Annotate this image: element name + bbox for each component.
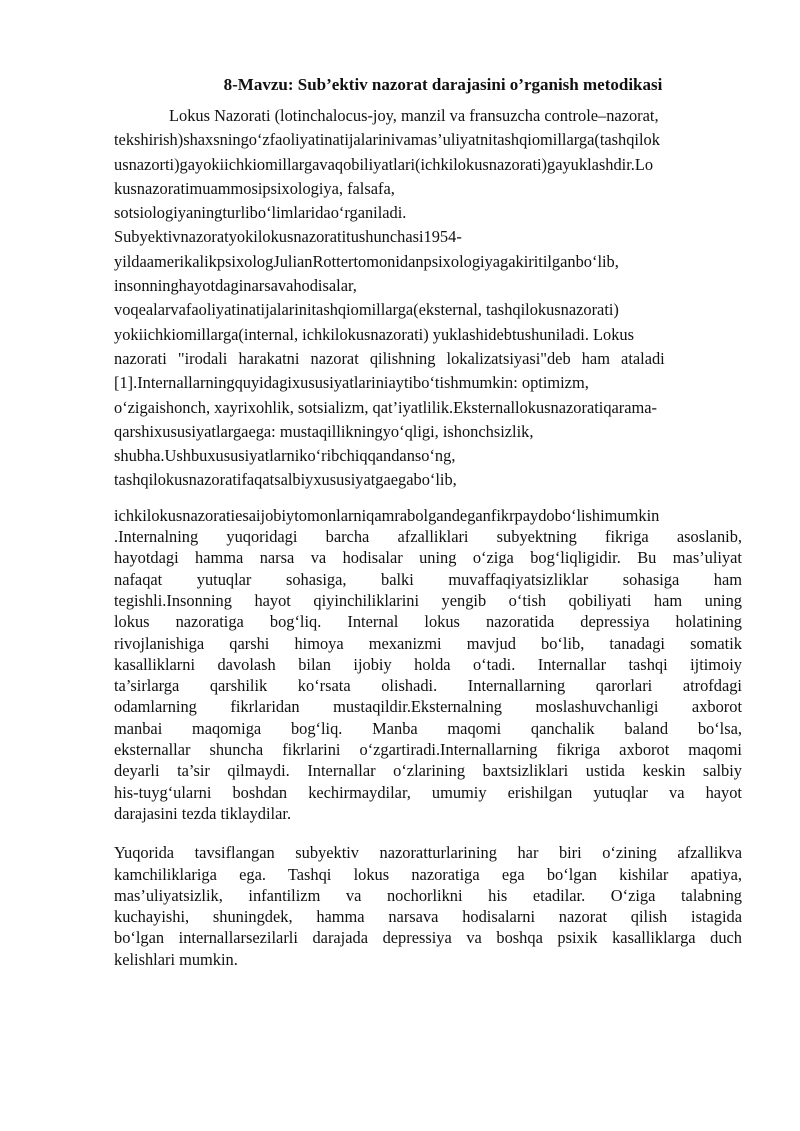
text-line: his-tuyg‘ularni boshdan kechirmaydilar, umumiy erishilgan yutuqlar va hayot — [114, 782, 742, 802]
text-line: kelishlari mumkin. — [114, 949, 238, 969]
text-line: yokiichkiomillarga(internal, ichkilokusnazorati) yuklashidebtushuniladi. Lokus — [114, 324, 634, 344]
document-title: 8-Mavzu: Sub’ektiv nazorat darajasini o’rganish metodikasi — [223, 75, 663, 94]
text-line: manbai maqomiga bog‘liq. Manba maqomi qanchalik baland bo‘lsa, — [114, 718, 742, 738]
text-line: hayotdagi hamma narsa va hodisalar uning o‘ziga bog‘liqligidir. Bu mas’uliyat — [114, 548, 742, 568]
text-line: darajasini tezda tiklaydilar. — [114, 803, 292, 823]
text-line: kamchiliklariga ega. Tashqi lokus nazoratiga ega bo‘lgan kishilar apatiya, — [114, 864, 742, 884]
text-line: rivojlanishiga qarshi himoya mexanizmi mavjud bo‘lib, tanadagi somatik — [114, 633, 742, 653]
document-page — [114, 74, 742, 970]
text-line: o‘zigaishonch, xayrixohlik, sotsializm, qat’iyatlilik.Eksternallokusnazoratiqarama- — [114, 397, 658, 417]
text-line: nafaqat yutuqlar sohasiga, balki muvaffaqiyatsizliklar sohasiga ham — [114, 569, 742, 589]
text-line: mas’uliyatsizlik, infantilizm va nochorlikni his etadilar. O‘ziga talabning — [114, 885, 742, 905]
text-line: voqealarvafaoliyatinatijalarinitashqiomillarga(eksternal, tashqilokusnazorati) — [114, 300, 619, 320]
text-line: [1].Internallarningquyidagixususiyatlariniaytibo‘tishmumkin: optimizm, — [114, 373, 589, 393]
text-line: Lokus Nazorati (lotinchalocus-joy, manzil va fransuzcha controle–nazorat, — [169, 106, 659, 125]
text-line: kuchayishi, shuningdek, hamma narsava hodisalarni nazorat qilish istagida — [114, 907, 742, 927]
text-line: bo‘lgan internallarsezilarli darajada depressiya va boshqa psixik kasalliklarga duch — [114, 928, 742, 948]
paragraph-conclusion — [114, 842, 742, 970]
text-line: tashqilokusnazoratifaqatsalbiyxususiyatgaegabo‘lib, — [114, 470, 457, 490]
text-line: ta’sirlarga qarshilik ko‘rsata olishadi. Internallarning qarorlari atrofdagi — [114, 676, 742, 696]
text-line: shubha.Ushbuxususiyatlarniko‘ribchiqqandanso‘ng, — [114, 446, 456, 466]
paragraph-internal-locus — [114, 505, 742, 824]
text-line: tegishli.Insonning hayot qiyinchiliklarini yengib o‘tish qobiliyati ham uning — [114, 590, 742, 610]
text-line: nazorati "irodali harakatni nazorat qilishning lokalizatsiyasi"deb ham ataladi — [114, 348, 665, 368]
text-line: Yuqorida tavsiflangan subyektiv nazoratturlarining har biri o‘zining afzallikva — [114, 843, 742, 863]
text-line: kasalliklarni davolash bilan ijobiy holda o‘tadi. Internallar tashqi ijtimoiy — [114, 654, 742, 674]
paragraph-lokus-intro — [114, 104, 742, 493]
text-line: ichkilokusnazoratiesaijobiytomonlarniqamrabolgandeganfikrpaydobo‘lishimumkin — [114, 505, 660, 525]
text-line: insonninghayotdaginarsavahodisalar, — [114, 276, 357, 296]
text-line: odamlarning fikrlaridan mustaqildir.Eksternalning moslashuvchanligi axborot — [114, 697, 742, 717]
text-line: yildaamerikalikpsixologJulianRottertomonidanpsixologiyagakiritilganbo‘lib, — [114, 251, 619, 271]
text-line: sotsiologiyaningturlibo‘limlaridao‘rganiladi. — [114, 203, 407, 223]
text-line: Subyektivnazoratyokilokusnazoratitushunchasi1954- — [114, 227, 462, 247]
text-line: qarshixususiyatlargaega: mustaqillikningyo‘qligi, ishonchsizlik, — [114, 421, 534, 441]
text-line: usnazorti)gayokiichkiomillargavaqobiliyatlari(ichkilokusnazorati)gayuklashdir.Lo — [114, 154, 654, 174]
text-line: eksternallar shuncha fikrlarini o‘zgartiradi.Internallarning fikriga axborot maqomi — [114, 740, 742, 760]
text-line: kusnazoratimuammosipsixologiya, falsafa, — [114, 178, 395, 198]
text-line: lokus nazoratiga bog‘liq. Internal lokus nazoratida depressiya holatining — [114, 612, 742, 632]
text-line: deyarli ta’sir qilmaydi. Internallar o‘zlarining baxtsizliklari ustida keskin salbiy — [114, 761, 742, 781]
text-line: .Internalning yuqoridagi barcha afzalliklari subyektning fikriga asoslanib, — [114, 527, 742, 547]
text-line: tekshirish)shaxsningo‘zfaoliyatinatijalarinivamas’uliyatnitashqiomillarga(tashqilok — [114, 130, 660, 150]
